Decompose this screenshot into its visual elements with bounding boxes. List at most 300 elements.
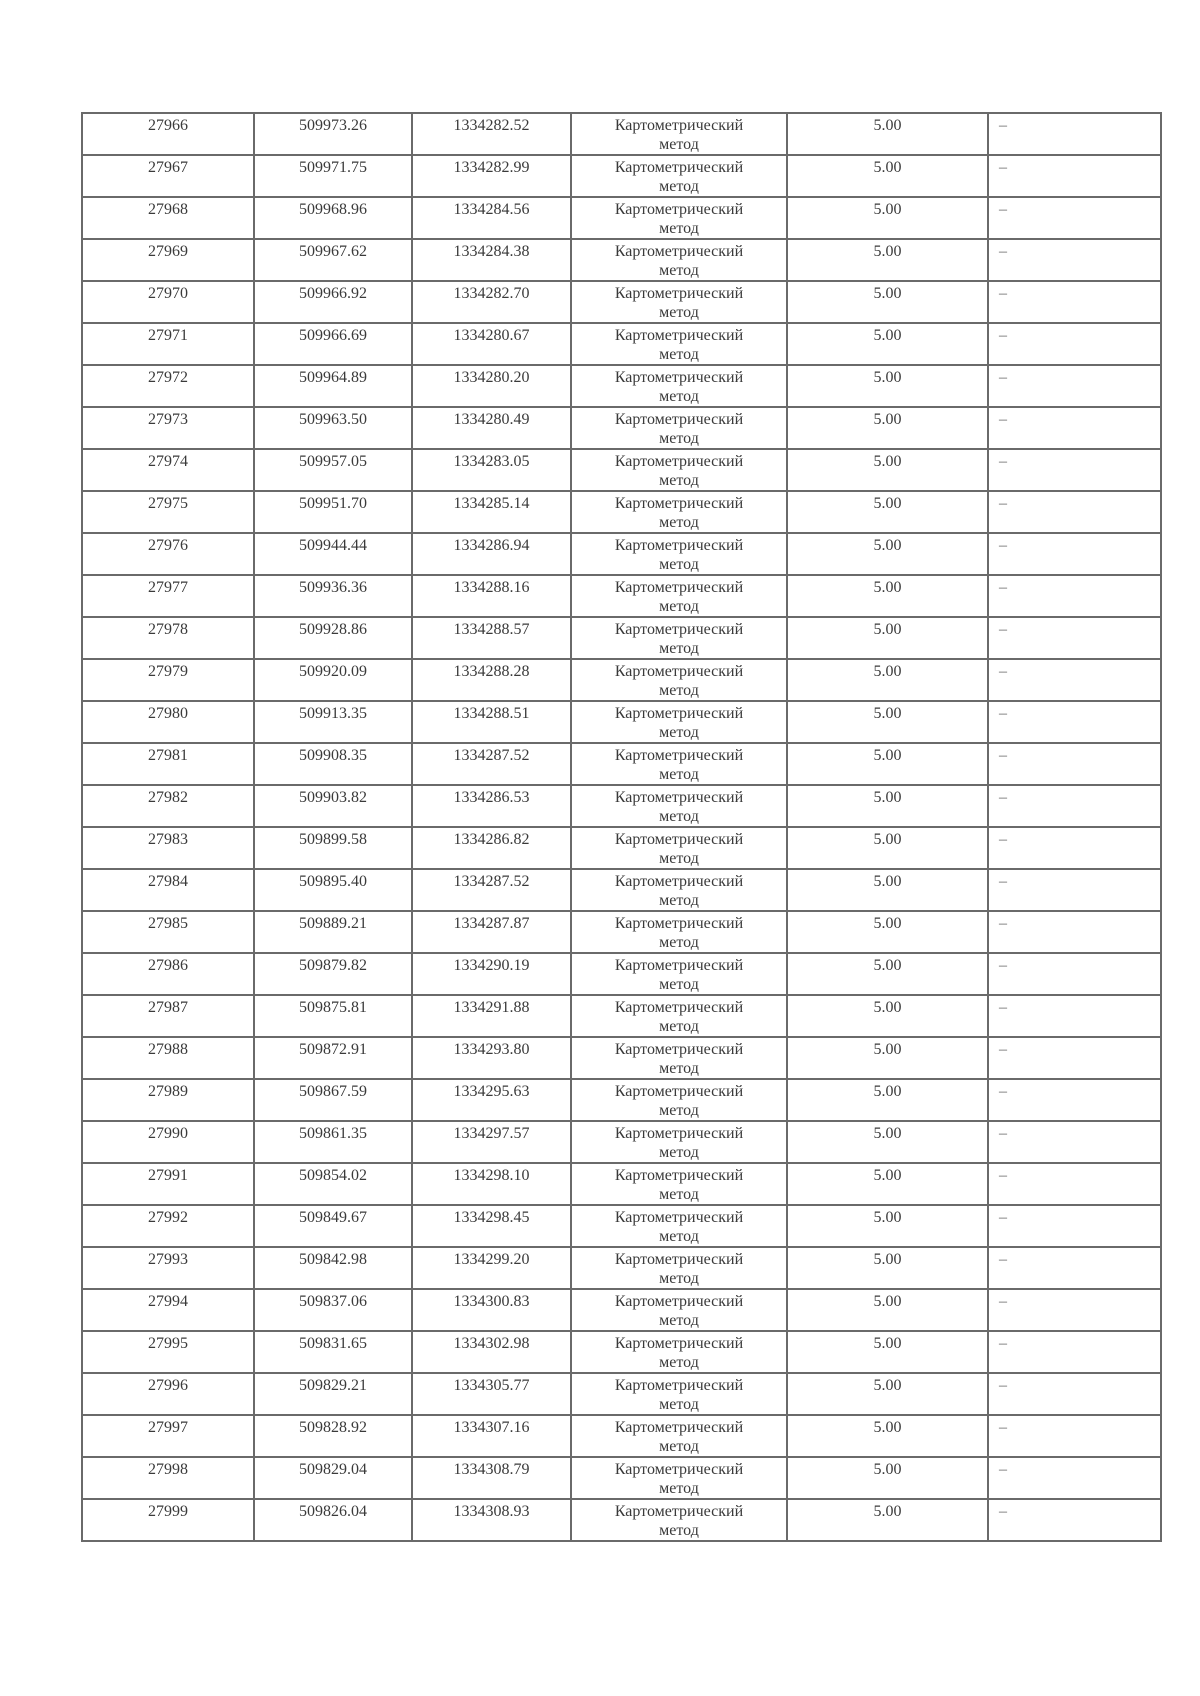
point-number-cell: 27977 xyxy=(82,575,254,617)
method-line2: метод xyxy=(659,304,699,321)
y-coordinate-cell: 1334288.51 xyxy=(412,701,571,743)
x-coordinate-cell: 509967.62 xyxy=(254,239,412,281)
table-row xyxy=(82,281,1161,323)
table-row xyxy=(82,911,1161,953)
description-cell: – xyxy=(988,533,1161,575)
method-cell xyxy=(571,365,787,407)
point-number-cell: 27996 xyxy=(82,1373,254,1415)
accuracy-cell: 5.00 xyxy=(787,911,988,953)
description-cell: – xyxy=(988,155,1161,197)
method-line2: метод xyxy=(659,136,699,153)
method-cell xyxy=(571,1289,787,1331)
method-cell xyxy=(571,449,787,491)
method-line2: метод xyxy=(659,766,699,783)
x-coordinate-cell: 509829.04 xyxy=(254,1457,412,1499)
x-coordinate-cell: 509920.09 xyxy=(254,659,412,701)
table-row xyxy=(82,491,1161,533)
table-row xyxy=(82,1457,1161,1499)
point-number-cell: 27978 xyxy=(82,617,254,659)
x-coordinate-cell: 509837.06 xyxy=(254,1289,412,1331)
x-coordinate-cell: 509889.21 xyxy=(254,911,412,953)
table-row xyxy=(82,1289,1161,1331)
point-number-cell: 27975 xyxy=(82,491,254,533)
point-number-cell: 27969 xyxy=(82,239,254,281)
accuracy-cell: 5.00 xyxy=(787,491,988,533)
point-number-cell: 27966 xyxy=(82,113,254,155)
method-line2: метод xyxy=(659,724,699,741)
x-coordinate-cell: 509828.92 xyxy=(254,1415,412,1457)
description-cell: – xyxy=(988,1079,1161,1121)
point-number-cell: 27984 xyxy=(82,869,254,911)
y-coordinate-cell: 1334286.94 xyxy=(412,533,571,575)
x-coordinate-cell: 509928.86 xyxy=(254,617,412,659)
accuracy-cell: 5.00 xyxy=(787,1457,988,1499)
table-row xyxy=(82,701,1161,743)
y-coordinate-cell: 1334298.45 xyxy=(412,1205,571,1247)
method-line1: Картометрический xyxy=(614,1419,744,1436)
description-cell: – xyxy=(988,743,1161,785)
table-row xyxy=(82,1247,1161,1289)
method-cell xyxy=(571,743,787,785)
table-row xyxy=(82,1079,1161,1121)
point-number-cell: 27972 xyxy=(82,365,254,407)
method-line2: метод xyxy=(659,388,699,405)
x-coordinate-cell: 509826.04 xyxy=(254,1499,412,1541)
y-coordinate-cell: 1334288.57 xyxy=(412,617,571,659)
x-coordinate-cell: 509936.36 xyxy=(254,575,412,617)
table-row xyxy=(82,323,1161,365)
description-cell: – xyxy=(988,701,1161,743)
x-coordinate-cell: 509879.82 xyxy=(254,953,412,995)
x-coordinate-cell: 509875.81 xyxy=(254,995,412,1037)
method-line1: Картометрический xyxy=(614,1251,744,1268)
method-line1: Картометрический xyxy=(614,411,744,428)
point-number-cell: 27970 xyxy=(82,281,254,323)
description-cell: – xyxy=(988,197,1161,239)
y-coordinate-cell: 1334287.52 xyxy=(412,869,571,911)
y-coordinate-cell: 1334297.57 xyxy=(412,1121,571,1163)
method-line1: Картометрический xyxy=(614,159,744,176)
method-cell xyxy=(571,1121,787,1163)
accuracy-cell: 5.00 xyxy=(787,113,988,155)
accuracy-cell: 5.00 xyxy=(787,827,988,869)
method-line1: Картометрический xyxy=(614,1041,744,1058)
method-line1: Картометрический xyxy=(614,1335,744,1352)
description-cell: – xyxy=(988,113,1161,155)
y-coordinate-cell: 1334286.82 xyxy=(412,827,571,869)
x-coordinate-cell: 509973.26 xyxy=(254,113,412,155)
method-line1: Картометрический xyxy=(614,327,744,344)
x-coordinate-cell: 509899.58 xyxy=(254,827,412,869)
accuracy-cell: 5.00 xyxy=(787,449,988,491)
method-line1: Картометрический xyxy=(614,1083,744,1100)
method-cell xyxy=(571,617,787,659)
y-coordinate-cell: 1334295.63 xyxy=(412,1079,571,1121)
table-row xyxy=(82,113,1161,155)
x-coordinate-cell: 509872.91 xyxy=(254,1037,412,1079)
accuracy-cell: 5.00 xyxy=(787,1079,988,1121)
point-number-cell: 27971 xyxy=(82,323,254,365)
point-number-cell: 27979 xyxy=(82,659,254,701)
method-line1: Картометрический xyxy=(614,1125,744,1142)
method-line2: метод xyxy=(659,1102,699,1119)
point-number-cell: 27988 xyxy=(82,1037,254,1079)
method-cell xyxy=(571,155,787,197)
method-cell xyxy=(571,197,787,239)
x-coordinate-cell: 509895.40 xyxy=(254,869,412,911)
method-cell xyxy=(571,1205,787,1247)
method-cell xyxy=(571,407,787,449)
method-line2: метод xyxy=(659,1018,699,1035)
accuracy-cell: 5.00 xyxy=(787,407,988,449)
y-coordinate-cell: 1334280.20 xyxy=(412,365,571,407)
description-cell: – xyxy=(988,785,1161,827)
table-row xyxy=(82,449,1161,491)
method-cell xyxy=(571,1163,787,1205)
y-coordinate-cell: 1334283.05 xyxy=(412,449,571,491)
description-cell: – xyxy=(988,281,1161,323)
y-coordinate-cell: 1334299.20 xyxy=(412,1247,571,1289)
method-cell xyxy=(571,659,787,701)
method-cell xyxy=(571,1079,787,1121)
y-coordinate-cell: 1334287.87 xyxy=(412,911,571,953)
x-coordinate-cell: 509829.21 xyxy=(254,1373,412,1415)
method-line1: Картометрический xyxy=(614,1167,744,1184)
method-cell xyxy=(571,827,787,869)
method-cell xyxy=(571,869,787,911)
point-number-cell: 27985 xyxy=(82,911,254,953)
method-line1: Картометрический xyxy=(614,579,744,596)
y-coordinate-cell: 1334287.52 xyxy=(412,743,571,785)
accuracy-cell: 5.00 xyxy=(787,1289,988,1331)
accuracy-cell: 5.00 xyxy=(787,1415,988,1457)
accuracy-cell: 5.00 xyxy=(787,197,988,239)
method-line2: метод xyxy=(659,1270,699,1287)
table-row xyxy=(82,575,1161,617)
x-coordinate-cell: 509867.59 xyxy=(254,1079,412,1121)
method-line2: метод xyxy=(659,682,699,699)
accuracy-cell: 5.00 xyxy=(787,701,988,743)
method-line1: Картометрический xyxy=(614,537,744,554)
description-cell: – xyxy=(988,323,1161,365)
method-line2: метод xyxy=(659,598,699,615)
method-line1: Картометрический xyxy=(614,201,744,218)
method-line1: Картометрический xyxy=(614,873,744,890)
method-line1: Картометрический xyxy=(614,915,744,932)
accuracy-cell: 5.00 xyxy=(787,1163,988,1205)
table-row xyxy=(82,1163,1161,1205)
table-row xyxy=(82,785,1161,827)
method-line2: метод xyxy=(659,976,699,993)
method-cell xyxy=(571,1499,787,1541)
method-line2: метод xyxy=(659,220,699,237)
method-line1: Картометрический xyxy=(614,285,744,302)
table-row xyxy=(82,1205,1161,1247)
point-number-cell: 27986 xyxy=(82,953,254,995)
table-row xyxy=(82,1331,1161,1373)
accuracy-cell: 5.00 xyxy=(787,323,988,365)
description-cell: – xyxy=(988,1415,1161,1457)
point-number-cell: 27995 xyxy=(82,1331,254,1373)
accuracy-cell: 5.00 xyxy=(787,1373,988,1415)
y-coordinate-cell: 1334282.99 xyxy=(412,155,571,197)
method-line1: Картометрический xyxy=(614,999,744,1016)
y-coordinate-cell: 1334307.16 xyxy=(412,1415,571,1457)
description-cell: – xyxy=(988,953,1161,995)
table-row xyxy=(82,827,1161,869)
method-cell xyxy=(571,323,787,365)
method-line1: Картометрический xyxy=(614,705,744,722)
method-line1: Картометрический xyxy=(614,1377,744,1394)
point-number-cell: 27973 xyxy=(82,407,254,449)
accuracy-cell: 5.00 xyxy=(787,1121,988,1163)
description-cell: – xyxy=(988,1247,1161,1289)
accuracy-cell: 5.00 xyxy=(787,365,988,407)
method-line2: метод xyxy=(659,514,699,531)
method-cell xyxy=(571,491,787,533)
description-cell: – xyxy=(988,1457,1161,1499)
method-line1: Картометрический xyxy=(614,1293,744,1310)
method-cell xyxy=(571,1373,787,1415)
accuracy-cell: 5.00 xyxy=(787,533,988,575)
description-cell: – xyxy=(988,1373,1161,1415)
description-cell: – xyxy=(988,1289,1161,1331)
method-line2: метод xyxy=(659,850,699,867)
table-row xyxy=(82,1415,1161,1457)
table-row xyxy=(82,659,1161,701)
method-cell xyxy=(571,1457,787,1499)
method-line2: метод xyxy=(659,1060,699,1077)
x-coordinate-cell: 509966.92 xyxy=(254,281,412,323)
accuracy-cell: 5.00 xyxy=(787,995,988,1037)
y-coordinate-cell: 1334290.19 xyxy=(412,953,571,995)
method-cell xyxy=(571,785,787,827)
y-coordinate-cell: 1334286.53 xyxy=(412,785,571,827)
point-number-cell: 27991 xyxy=(82,1163,254,1205)
y-coordinate-cell: 1334288.16 xyxy=(412,575,571,617)
method-line1: Картометрический xyxy=(614,243,744,260)
y-coordinate-cell: 1334308.79 xyxy=(412,1457,571,1499)
point-number-cell: 27976 xyxy=(82,533,254,575)
accuracy-cell: 5.00 xyxy=(787,1205,988,1247)
method-line2: метод xyxy=(659,178,699,195)
point-number-cell: 27989 xyxy=(82,1079,254,1121)
accuracy-cell: 5.00 xyxy=(787,1247,988,1289)
description-cell: – xyxy=(988,1163,1161,1205)
y-coordinate-cell: 1334305.77 xyxy=(412,1373,571,1415)
point-number-cell: 27981 xyxy=(82,743,254,785)
method-line1: Картометрический xyxy=(614,1461,744,1478)
method-line2: метод xyxy=(659,556,699,573)
description-cell: – xyxy=(988,995,1161,1037)
method-cell xyxy=(571,1331,787,1373)
table-row xyxy=(82,1037,1161,1079)
x-coordinate-cell: 509966.69 xyxy=(254,323,412,365)
table-row xyxy=(82,995,1161,1037)
accuracy-cell: 5.00 xyxy=(787,155,988,197)
point-number-cell: 27983 xyxy=(82,827,254,869)
method-line2: метод xyxy=(659,472,699,489)
method-line1: Картометрический xyxy=(614,663,744,680)
y-coordinate-cell: 1334280.67 xyxy=(412,323,571,365)
method-cell xyxy=(571,113,787,155)
method-line2: метод xyxy=(659,1312,699,1329)
y-coordinate-cell: 1334308.93 xyxy=(412,1499,571,1541)
y-coordinate-cell: 1334280.49 xyxy=(412,407,571,449)
description-cell: – xyxy=(988,575,1161,617)
method-line2: метод xyxy=(659,262,699,279)
method-line2: метод xyxy=(659,808,699,825)
x-coordinate-cell: 509944.44 xyxy=(254,533,412,575)
accuracy-cell: 5.00 xyxy=(787,953,988,995)
table-row xyxy=(82,1373,1161,1415)
y-coordinate-cell: 1334282.52 xyxy=(412,113,571,155)
description-cell: – xyxy=(988,239,1161,281)
method-line1: Картометрический xyxy=(614,957,744,974)
method-cell xyxy=(571,701,787,743)
point-number-cell: 27974 xyxy=(82,449,254,491)
y-coordinate-cell: 1334293.80 xyxy=(412,1037,571,1079)
x-coordinate-cell: 509831.65 xyxy=(254,1331,412,1373)
method-line2: метод xyxy=(659,430,699,447)
accuracy-cell: 5.00 xyxy=(787,785,988,827)
description-cell: – xyxy=(988,659,1161,701)
method-line1: Картометрический xyxy=(614,747,744,764)
description-cell: – xyxy=(988,1037,1161,1079)
y-coordinate-cell: 1334284.38 xyxy=(412,239,571,281)
point-number-cell: 27997 xyxy=(82,1415,254,1457)
method-line2: метод xyxy=(659,1480,699,1497)
method-line2: метод xyxy=(659,346,699,363)
description-cell: – xyxy=(988,1499,1161,1541)
method-line2: метод xyxy=(659,1144,699,1161)
method-line1: Картометрический xyxy=(614,495,744,512)
table-row xyxy=(82,743,1161,785)
method-line2: метод xyxy=(659,1522,699,1539)
x-coordinate-cell: 509861.35 xyxy=(254,1121,412,1163)
method-cell xyxy=(571,911,787,953)
method-line1: Картометрический xyxy=(614,369,744,386)
method-cell xyxy=(571,533,787,575)
accuracy-cell: 5.00 xyxy=(787,659,988,701)
accuracy-cell: 5.00 xyxy=(787,1499,988,1541)
method-cell xyxy=(571,575,787,617)
point-number-cell: 27980 xyxy=(82,701,254,743)
table-row xyxy=(82,365,1161,407)
method-line1: Картометрический xyxy=(614,453,744,470)
point-number-cell: 27987 xyxy=(82,995,254,1037)
method-line1: Картометрический xyxy=(614,117,744,134)
method-line1: Картометрический xyxy=(614,789,744,806)
table-body xyxy=(82,113,1161,1541)
accuracy-cell: 5.00 xyxy=(787,617,988,659)
description-cell: – xyxy=(988,1121,1161,1163)
x-coordinate-cell: 509842.98 xyxy=(254,1247,412,1289)
y-coordinate-cell: 1334288.28 xyxy=(412,659,571,701)
method-cell xyxy=(571,995,787,1037)
y-coordinate-cell: 1334302.98 xyxy=(412,1331,571,1373)
y-coordinate-cell: 1334282.70 xyxy=(412,281,571,323)
method-cell xyxy=(571,239,787,281)
method-line2: метод xyxy=(659,1186,699,1203)
description-cell: – xyxy=(988,491,1161,533)
method-cell xyxy=(571,953,787,995)
description-cell: – xyxy=(988,365,1161,407)
x-coordinate-cell: 509951.70 xyxy=(254,491,412,533)
method-line2: метод xyxy=(659,1396,699,1413)
table-row xyxy=(82,155,1161,197)
point-number-cell: 27998 xyxy=(82,1457,254,1499)
x-coordinate-cell: 509903.82 xyxy=(254,785,412,827)
point-number-cell: 27982 xyxy=(82,785,254,827)
point-number-cell: 27992 xyxy=(82,1205,254,1247)
x-coordinate-cell: 509968.96 xyxy=(254,197,412,239)
description-cell: – xyxy=(988,1205,1161,1247)
y-coordinate-cell: 1334284.56 xyxy=(412,197,571,239)
y-coordinate-cell: 1334285.14 xyxy=(412,491,571,533)
method-line2: метод xyxy=(659,892,699,909)
table-row xyxy=(82,407,1161,449)
table-row xyxy=(82,533,1161,575)
point-number-cell: 27968 xyxy=(82,197,254,239)
accuracy-cell: 5.00 xyxy=(787,281,988,323)
table-row xyxy=(82,1499,1161,1541)
method-line1: Картометрический xyxy=(614,1503,744,1520)
method-cell xyxy=(571,281,787,323)
method-line1: Картометрический xyxy=(614,621,744,638)
x-coordinate-cell: 509854.02 xyxy=(254,1163,412,1205)
table-row xyxy=(82,869,1161,911)
method-line2: метод xyxy=(659,934,699,951)
description-cell: – xyxy=(988,1331,1161,1373)
y-coordinate-cell: 1334298.10 xyxy=(412,1163,571,1205)
point-number-cell: 27994 xyxy=(82,1289,254,1331)
accuracy-cell: 5.00 xyxy=(787,1331,988,1373)
description-cell: – xyxy=(988,407,1161,449)
accuracy-cell: 5.00 xyxy=(787,1037,988,1079)
x-coordinate-cell: 509971.75 xyxy=(254,155,412,197)
accuracy-cell: 5.00 xyxy=(787,869,988,911)
method-cell xyxy=(571,1037,787,1079)
method-cell xyxy=(571,1247,787,1289)
method-line2: метод xyxy=(659,1228,699,1245)
method-cell xyxy=(571,1415,787,1457)
table-row xyxy=(82,197,1161,239)
point-number-cell: 27967 xyxy=(82,155,254,197)
method-line2: метод xyxy=(659,640,699,657)
x-coordinate-cell: 509913.35 xyxy=(254,701,412,743)
table-row xyxy=(82,1121,1161,1163)
method-line1: Картометрический xyxy=(614,831,744,848)
table-row xyxy=(82,953,1161,995)
method-line2: метод xyxy=(659,1438,699,1455)
coordinates-table xyxy=(81,112,1162,1542)
y-coordinate-cell: 1334300.83 xyxy=(412,1289,571,1331)
accuracy-cell: 5.00 xyxy=(787,743,988,785)
x-coordinate-cell: 509963.50 xyxy=(254,407,412,449)
description-cell: – xyxy=(988,869,1161,911)
description-cell: – xyxy=(988,449,1161,491)
point-number-cell: 27990 xyxy=(82,1121,254,1163)
point-number-cell: 27993 xyxy=(82,1247,254,1289)
table-row xyxy=(82,617,1161,659)
description-cell: – xyxy=(988,617,1161,659)
accuracy-cell: 5.00 xyxy=(787,575,988,617)
x-coordinate-cell: 509908.35 xyxy=(254,743,412,785)
description-cell: – xyxy=(988,911,1161,953)
method-line2: метод xyxy=(659,1354,699,1371)
method-line1: Картометрический xyxy=(614,1209,744,1226)
